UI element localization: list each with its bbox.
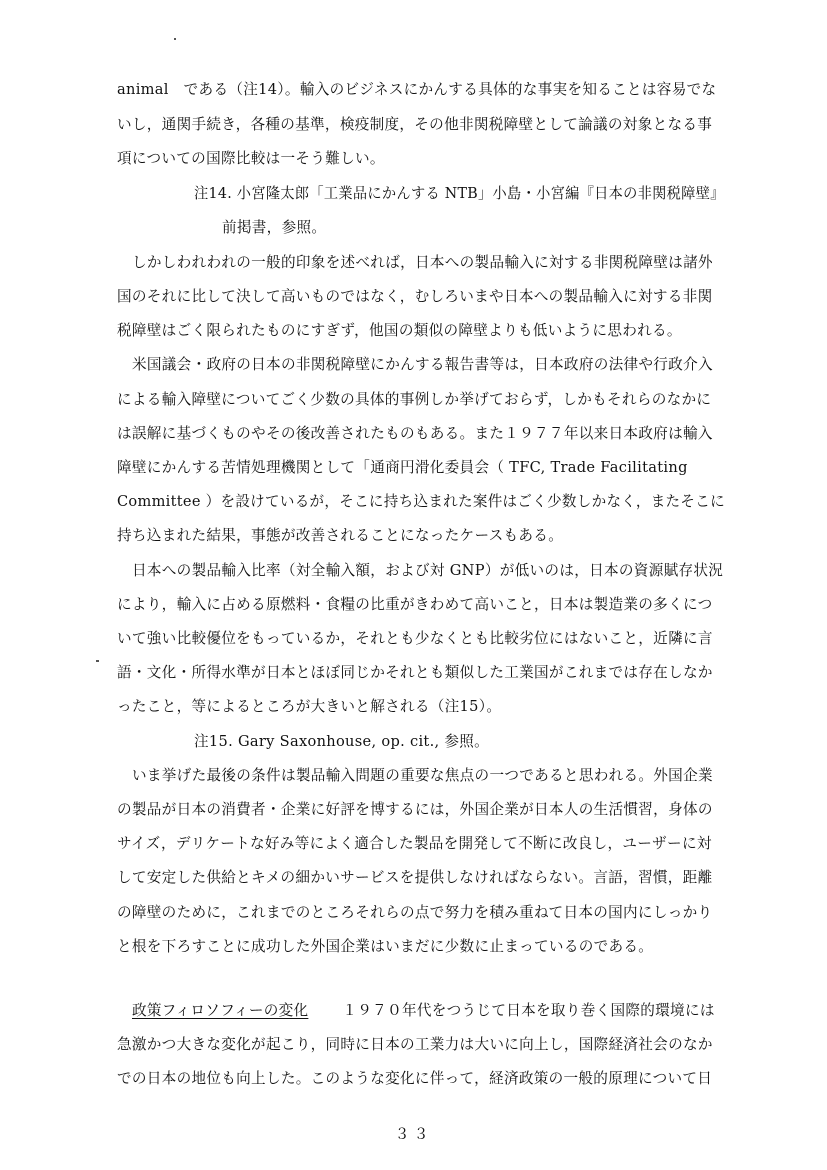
- body-line-17: いて強い比較優位をもっているか，それとも少なくとも比較劣位にはないこと，近隣に言: [117, 630, 713, 647]
- body-line-9: 米国議会・政府の日本の非関税障壁にかんする報告書等は，日本政府の法律や行政介入: [132, 356, 713, 373]
- body-line-8: 税障壁はごく限られたものにすぎず，他国の類似の障壁よりも低いように思われる。: [117, 322, 682, 339]
- body-line-7: 国のそれに比して決して高いものではなく，むしろいまや日本への製品輸入に対する非関: [117, 288, 713, 305]
- scan-speck: [174, 38, 176, 40]
- body-line-6: しかしわれわれの一般的印象を述べれば，日本への製品輸入に対する非関税障壁は諸外: [132, 254, 713, 271]
- body-line-22: の製品が日本の消費者・企業に好評を博するには，外国企業が日本人の生活慣習，身体の: [117, 801, 713, 818]
- section-heading: 政策フィロソフィーの変化: [132, 1002, 309, 1019]
- body-line-15: 日本への製品輸入比率（対全輸入額，および対 GNP）が低いのは，日本の資源賦存状況: [132, 562, 724, 579]
- body-line-21: いま挙げた最後の条件は製品輸入問題の重要な焦点の一つであると思われる。外国企業: [132, 767, 713, 784]
- body-line-12: 障壁にかんする苦情処理機関として「通商円滑化委員会（ TFC, Trade Facilitating: [117, 459, 688, 476]
- body-line-11: は誤解に基づくものやその後改善されたものもある。また１９７７年以来日本政府は輸入: [117, 425, 713, 442]
- page-number: ３３: [394, 1125, 433, 1143]
- body-line-10: による輸入障壁についてごく少数の具体的事例しか挙げておらず，しかもそれらのなかに: [117, 391, 712, 408]
- footnote-14-line-1: 注14. 小宮隆太郎「工業品にかんする NTB」小島・小宮編『日本の非関税障壁』: [194, 185, 725, 202]
- body-line-14: 持ち込まれた結果，事態が改善されることになったケースもある。: [117, 527, 564, 544]
- body-line-16: により，輸入に占める原燃料・食糧の比重がきわめて高いこと，日本は製造業の多くにつ: [117, 596, 713, 613]
- body-line-25: の障壁のために，これまでのところそれらの点で努力を積み重ねて日本の国内にしっかり: [117, 904, 713, 921]
- body-line-1: animal である（注14）。輸入のビジネスにかんする具体的な事実を知ることは容易でな: [117, 81, 717, 98]
- section-first-line: [132, 1001, 715, 1021]
- body-line-18: 語・文化・所得水準が日本とほぼ同じかそれとも類似した工業国がこれまでは存在しなか: [117, 664, 713, 681]
- section-first-line-text: １９７０年代をつうじて日本を取り巻く国際的環境には: [342, 1002, 715, 1019]
- section-line-3: での日本の地位も向上した。このような変化に伴って，経済政策の一般的原理について日: [117, 1070, 713, 1087]
- body-line-23: サイズ，デリケートな好み等によく適合した製品を開発して不断に改良し，ユーザーに対: [117, 835, 712, 852]
- body-line-3: 項についての国際比較は一そう難しい。: [117, 150, 385, 167]
- footnote-14-line-2: 前掲書，参照。: [222, 219, 327, 236]
- section-line-2: 急激かつ大きな変化が起こり，同時に日本の工業力は大いに向上し，国際経済社会のなか: [117, 1036, 713, 1053]
- scan-speck: [96, 660, 99, 662]
- footnote-15: 注15. Gary Saxonhouse, op. cit., 参照。: [194, 733, 490, 750]
- body-line-13: Committee ）を設けているが，そこに持ち込まれた案件はごく少数しかなく，またそこに: [117, 493, 725, 510]
- body-line-19: ったこと，等によるところが大きいと解される（注15）。: [117, 698, 502, 715]
- body-line-26: と根を下ろすことに成功した外国企業はいまだに少数に止まっているのである。: [117, 938, 654, 955]
- body-line-2: いし，通関手続き，各種の基準，検疫制度，その他非関税障壁として論議の対象となる事: [117, 116, 713, 133]
- body-line-24: して安定した供給とキメの細かいサービスを提供しなければならない。言語，習慣，距離: [117, 869, 713, 886]
